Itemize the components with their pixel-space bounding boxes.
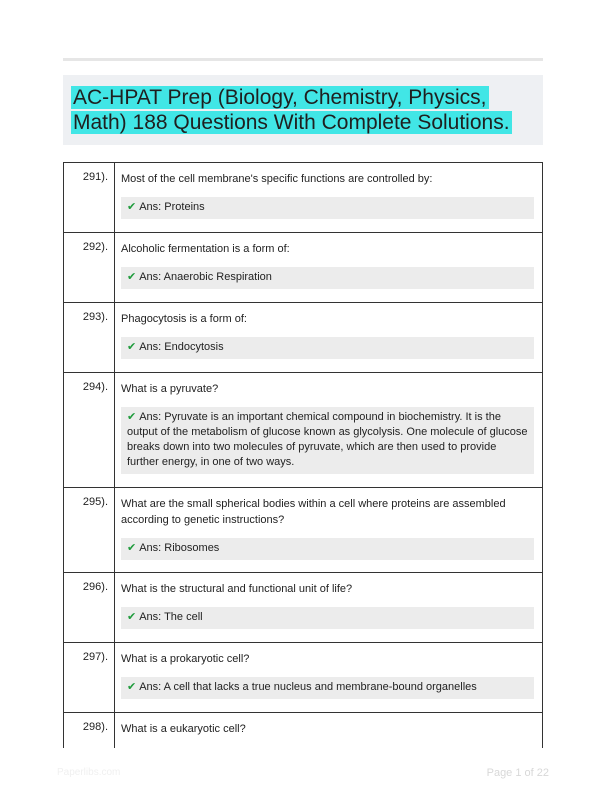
question-text: What is a eukaryotic cell? [121, 723, 246, 735]
question-row [64, 488, 542, 573]
question-row [64, 163, 542, 233]
question-row [64, 713, 542, 748]
document-title: AC-HPAT Prep (Biology, Chemistry, Physics, Math) 188 Questions With Complete Solutions. [73, 86, 510, 134]
check-icon: ✔ [127, 681, 137, 693]
answer-box [121, 337, 534, 359]
answer-text: Ans: Anaerobic Respiration [139, 271, 272, 283]
question-number: 292). [64, 233, 115, 302]
question-number: 297). [64, 643, 115, 712]
question-text: What are the small spherical bodies within a cell where proteins are assembled according to genetic instructions? [121, 498, 506, 526]
answer-text: Ans: Endocytosis [139, 341, 224, 353]
question-number: 296). [64, 573, 115, 642]
check-icon: ✔ [127, 201, 137, 213]
answer-text: Ans: The cell [139, 611, 203, 623]
question-text: What is the structural and functional unit of life? [121, 583, 353, 595]
answer-text: Ans: Pyruvate is an important chemical compound in biochemistry. It is the output of the metabolism of glucose known as glycolysis. One molecule of glucose breaks down into two molecules of pyruvate, which are then used to provide further energy, in one of two ways. [127, 411, 528, 468]
check-icon: ✔ [127, 271, 137, 283]
question-number: 291). [64, 163, 115, 232]
check-icon: ✔ [127, 341, 137, 353]
answer-box [121, 677, 534, 699]
question-row [64, 573, 542, 643]
question-text: What is a pyruvate? [121, 383, 219, 395]
page-indicator: Page 1 of 22 [486, 767, 549, 779]
question-row [64, 233, 542, 303]
check-icon: ✔ [127, 411, 137, 423]
footer-site: Paperlibs.com [57, 767, 121, 778]
question-number: 293). [64, 303, 115, 372]
question-text: What is a prokaryotic cell? [121, 653, 250, 665]
answer-text: Ans: A cell that lacks a true nucleus and membrane-bound organelles [139, 681, 477, 693]
answer-box [121, 267, 534, 289]
question-text: Alcoholic fermentation is a form of: [121, 243, 290, 255]
question-text: Most of the cell membrane's specific functions are controlled by: [121, 173, 433, 185]
answer-text: Ans: Proteins [139, 201, 205, 213]
answer-box [121, 407, 534, 474]
question-row [64, 303, 542, 373]
question-row [64, 373, 542, 488]
answer-box [121, 607, 534, 629]
answer-text: Ans: Ribosomes [139, 542, 220, 554]
question-text: Phagocytosis is a form of: [121, 313, 247, 325]
question-number: 298). [64, 713, 115, 748]
question-number: 295). [64, 488, 115, 572]
check-icon: ✔ [127, 611, 137, 623]
question-row [64, 643, 542, 713]
answer-box [121, 538, 534, 560]
check-icon: ✔ [127, 542, 137, 554]
title-box [63, 75, 543, 145]
question-number: 294). [64, 373, 115, 487]
questions-table [63, 162, 543, 748]
top-divider [63, 58, 543, 61]
answer-box [121, 197, 534, 219]
